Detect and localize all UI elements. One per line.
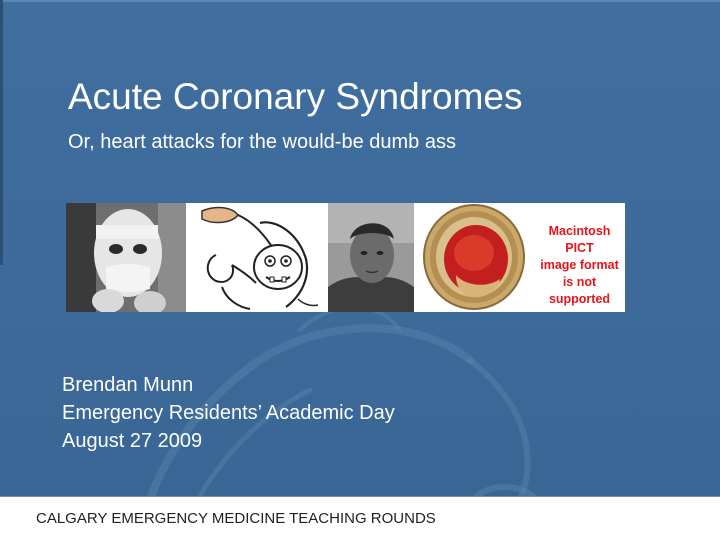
author-date: August 27 2009 <box>62 430 203 452</box>
author-block <box>62 371 395 455</box>
slide-subtitle: Or, heart attacks for the would-be dumb ass <box>68 131 456 153</box>
author-name: Brendan Munn <box>62 374 194 396</box>
cartoon-character-image <box>186 203 328 312</box>
slide-title: Acute Coronary Syndromes <box>68 76 523 117</box>
photo-strip <box>66 203 625 312</box>
footer-text: CALGARY EMERGENCY MEDICINE TEACHING ROUNDS <box>36 510 436 527</box>
pict-line-2: image format <box>540 258 619 272</box>
pict-unsupported-placeholder <box>534 203 625 312</box>
masked-patient-photo <box>66 203 186 312</box>
pict-line-1: Macintosh PICT <box>548 224 611 255</box>
pict-message <box>537 223 622 308</box>
pict-line-3: is not supported <box>548 275 611 306</box>
footer-bar <box>0 496 720 540</box>
artery-cross-section-image <box>414 203 534 312</box>
author-event: Emergency Residents’ Academic Day <box>62 402 395 424</box>
vintage-portrait-photo <box>328 203 414 312</box>
